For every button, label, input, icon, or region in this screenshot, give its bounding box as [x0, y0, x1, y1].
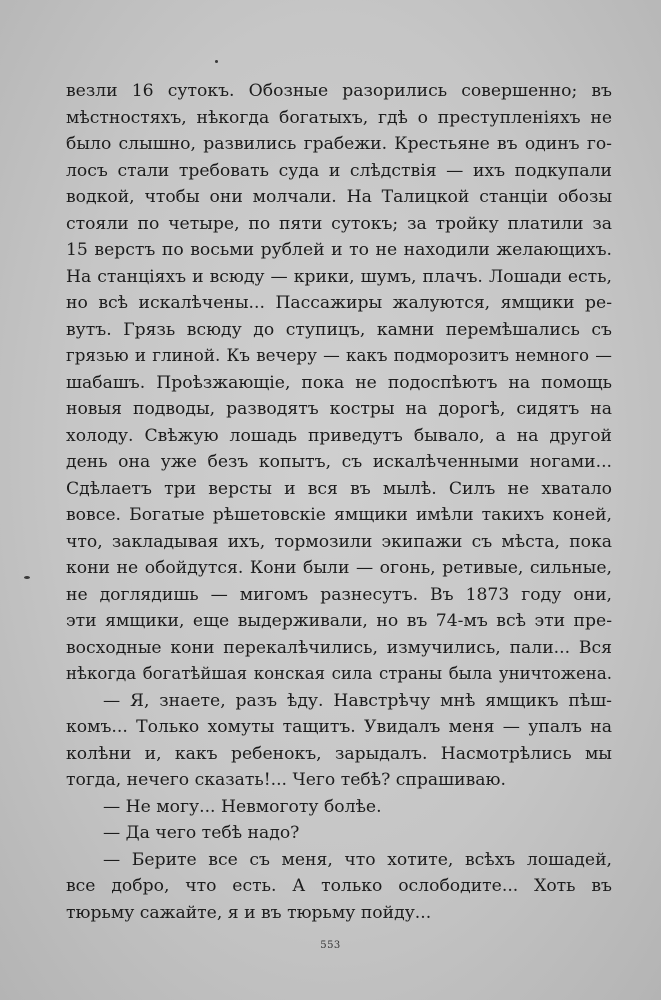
text-line: шабашъ. Проѣзжающіе, пока не подоспѣютъ на помощь — [66, 372, 612, 393]
text-line: лосъ стали требовать суда и слѣдствія — ихъ подкупали — [66, 160, 612, 181]
text-line: — Да чего тебѣ надо? — [103, 823, 300, 843]
text-line: кони не обойдутся. Кони были — огонь, ретивые, сильные, — [66, 558, 612, 578]
page-number: 553 — [320, 940, 341, 951]
text-line: холоду. Свѣжую лошадь приведутъ бывало, а на другой — [66, 425, 612, 446]
scan-speck — [215, 60, 218, 63]
text-line: грязью и глиной. Къ вечеру — какъ подморозитъ немного — — [66, 346, 612, 365]
text-line: тогда, нечего сказать!... Чего тебѣ? спрашиваю. — [66, 770, 506, 790]
text-line: На станціяхъ и всюду — крики, шумъ, плачъ. Лошади есть, — [66, 266, 612, 287]
text-line: колѣни и, какъ ребенокъ, зарыдалъ. Насмотрѣлись мы — [66, 743, 612, 764]
text-line: что, закладывая ихъ, тормозили экипажи съ мѣста, пока — [66, 531, 612, 552]
text-line: везли 16 сутокъ. Обозные разорились совершенно; въ — [66, 81, 612, 101]
text-line: комъ... Только хомуты тащитъ. Увидалъ меня — упалъ на — [66, 717, 612, 737]
text-line: вутъ. Грязь всюду до ступицъ, камни перемѣшались съ — [66, 319, 612, 340]
text-line: вовсе. Богатые рѣшетовскіе ямщики имѣли такихъ коней, — [66, 505, 612, 525]
text-line: нѣкогда богатѣйшая конская сила страны была уничтожена. — [66, 664, 612, 683]
text-line: не доглядишь — мигомъ разнесутъ. Въ 1873 году они, — [66, 584, 612, 605]
text-line: день она уже безъ копытъ, съ искалѣченными ногами... — [66, 452, 612, 472]
text-line: — Я, знаете, разъ ѣду. Навстрѣчу мнѣ ямщикъ пѣш- — [103, 690, 612, 711]
text-line: 15 верстъ по восьми рублей и то не находили желающихъ. — [66, 240, 612, 260]
text-line: водкой, чтобы они молчали. На Талицкой станціи обозы — [66, 187, 612, 207]
page-text — [66, 78, 612, 926]
text-line: — Не могу... Невмоготу болѣе. — [103, 796, 382, 817]
text-line: эти ямщики, еще выдерживали, но въ 74-мъ всѣ эти пре- — [66, 611, 612, 631]
text-line: все добро, что есть. А только ослободите... Хоть въ — [66, 876, 612, 896]
text-line: тюрьму сажайте, я и въ тюрьму пойду... — [66, 902, 432, 923]
text-line: Сдѣлаетъ три версты и вся въ мылѣ. Силъ не хватало — [66, 478, 612, 499]
text-line: — Берите все съ меня, что хотите, всѣхъ лошадей, — [103, 849, 612, 870]
text-line: новыя подводы, разводятъ костры на дорогѣ, сидятъ на — [66, 399, 612, 419]
text-line: стояли по четыре, по пяти сутокъ; за тройку платили за — [66, 213, 612, 234]
text-line: мѣстностяхъ, нѣкогда богатыхъ, гдѣ о преступленіяхъ не — [66, 107, 612, 128]
text-line: но всѣ искалѣчены... Пассажиры жалуются, ямщики ре- — [66, 293, 612, 313]
scan-speck — [24, 576, 30, 579]
text-line: было слышно, развились грабежи. Крестьяне въ одинъ го- — [66, 134, 612, 154]
text-line: восходные кони перекалѣчились, измучились, пали... Вся — [66, 637, 612, 658]
